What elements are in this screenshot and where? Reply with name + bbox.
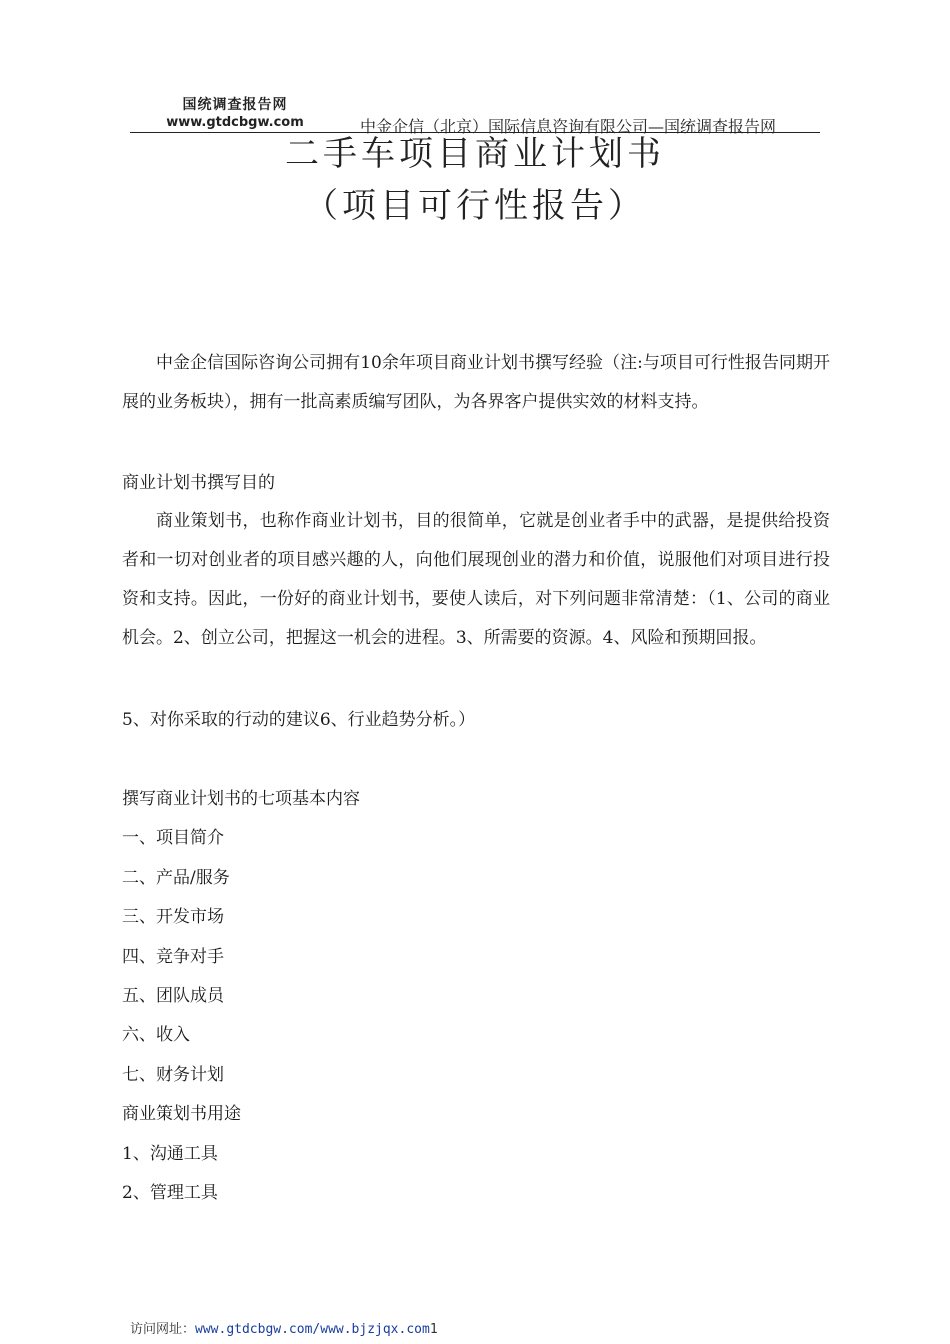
list-item: 一、项目简介	[122, 828, 224, 848]
document-subtitle: （项目可行性报告）	[304, 186, 646, 226]
purpose-heading: 商业计划书撰写目的	[122, 473, 275, 493]
list-item: 1、沟通工具	[122, 1144, 218, 1164]
logo-url: www.gtdcbgw.com	[166, 115, 304, 130]
contents-heading: 撰写商业计划书的七项基本内容	[122, 789, 360, 809]
page-footer	[130, 1318, 438, 1337]
list-item: 七、财务计划	[122, 1065, 224, 1085]
logo-text: 国统调查报告网	[182, 97, 288, 113]
list-item: 六、收入	[122, 1025, 190, 1045]
purpose-paragraph: 商业策划书，也称作商业计划书，目的很简单，它就是创业者手中的武器，是提供给投资者和一切对创业者的项目感兴趣的人，向他们展现创业的潜力和价值，说服他们对项目进行投资和支持。因此，一份好的商业计划书，要使人读后，对下列问题非常清楚：（1、公司的商业机会。2、创立公司，把握这一机会的进程。3、所需要的资源。4、风险和预期回报。	[122, 511, 830, 648]
usage-heading: 商业策划书用途	[122, 1104, 241, 1124]
page-number: 1	[429, 1322, 438, 1337]
footer-url-link[interactable]: www.gtdcbgw.com/www.bjzjqx.com	[195, 1322, 430, 1337]
purpose-tail: 5、对你采取的行动的建议6、行业趋势分析。）	[122, 710, 476, 730]
list-item: 三、开发市场	[122, 907, 224, 927]
header-logo	[160, 94, 310, 130]
header-company: 中金企信（北京）国际信息咨询有限公司—国统调查报告网	[360, 117, 777, 136]
list-item: 二、产品/服务	[122, 868, 230, 888]
list-item: 四、竞争对手	[122, 947, 224, 967]
list-item: 五、团队成员	[122, 986, 224, 1006]
list-item: 2、管理工具	[122, 1183, 218, 1203]
intro-paragraph: 中金企信国际咨询公司拥有10余年项目商业计划书撰写经验（注:与项目可行性报告同期开展的业务板块），拥有一批高素质编写团队，为各界客户提供实效的材料支持。	[122, 353, 830, 412]
document-title: 二手车项目商业计划书	[285, 134, 665, 174]
footer-label: 访问网址：	[130, 1322, 196, 1337]
